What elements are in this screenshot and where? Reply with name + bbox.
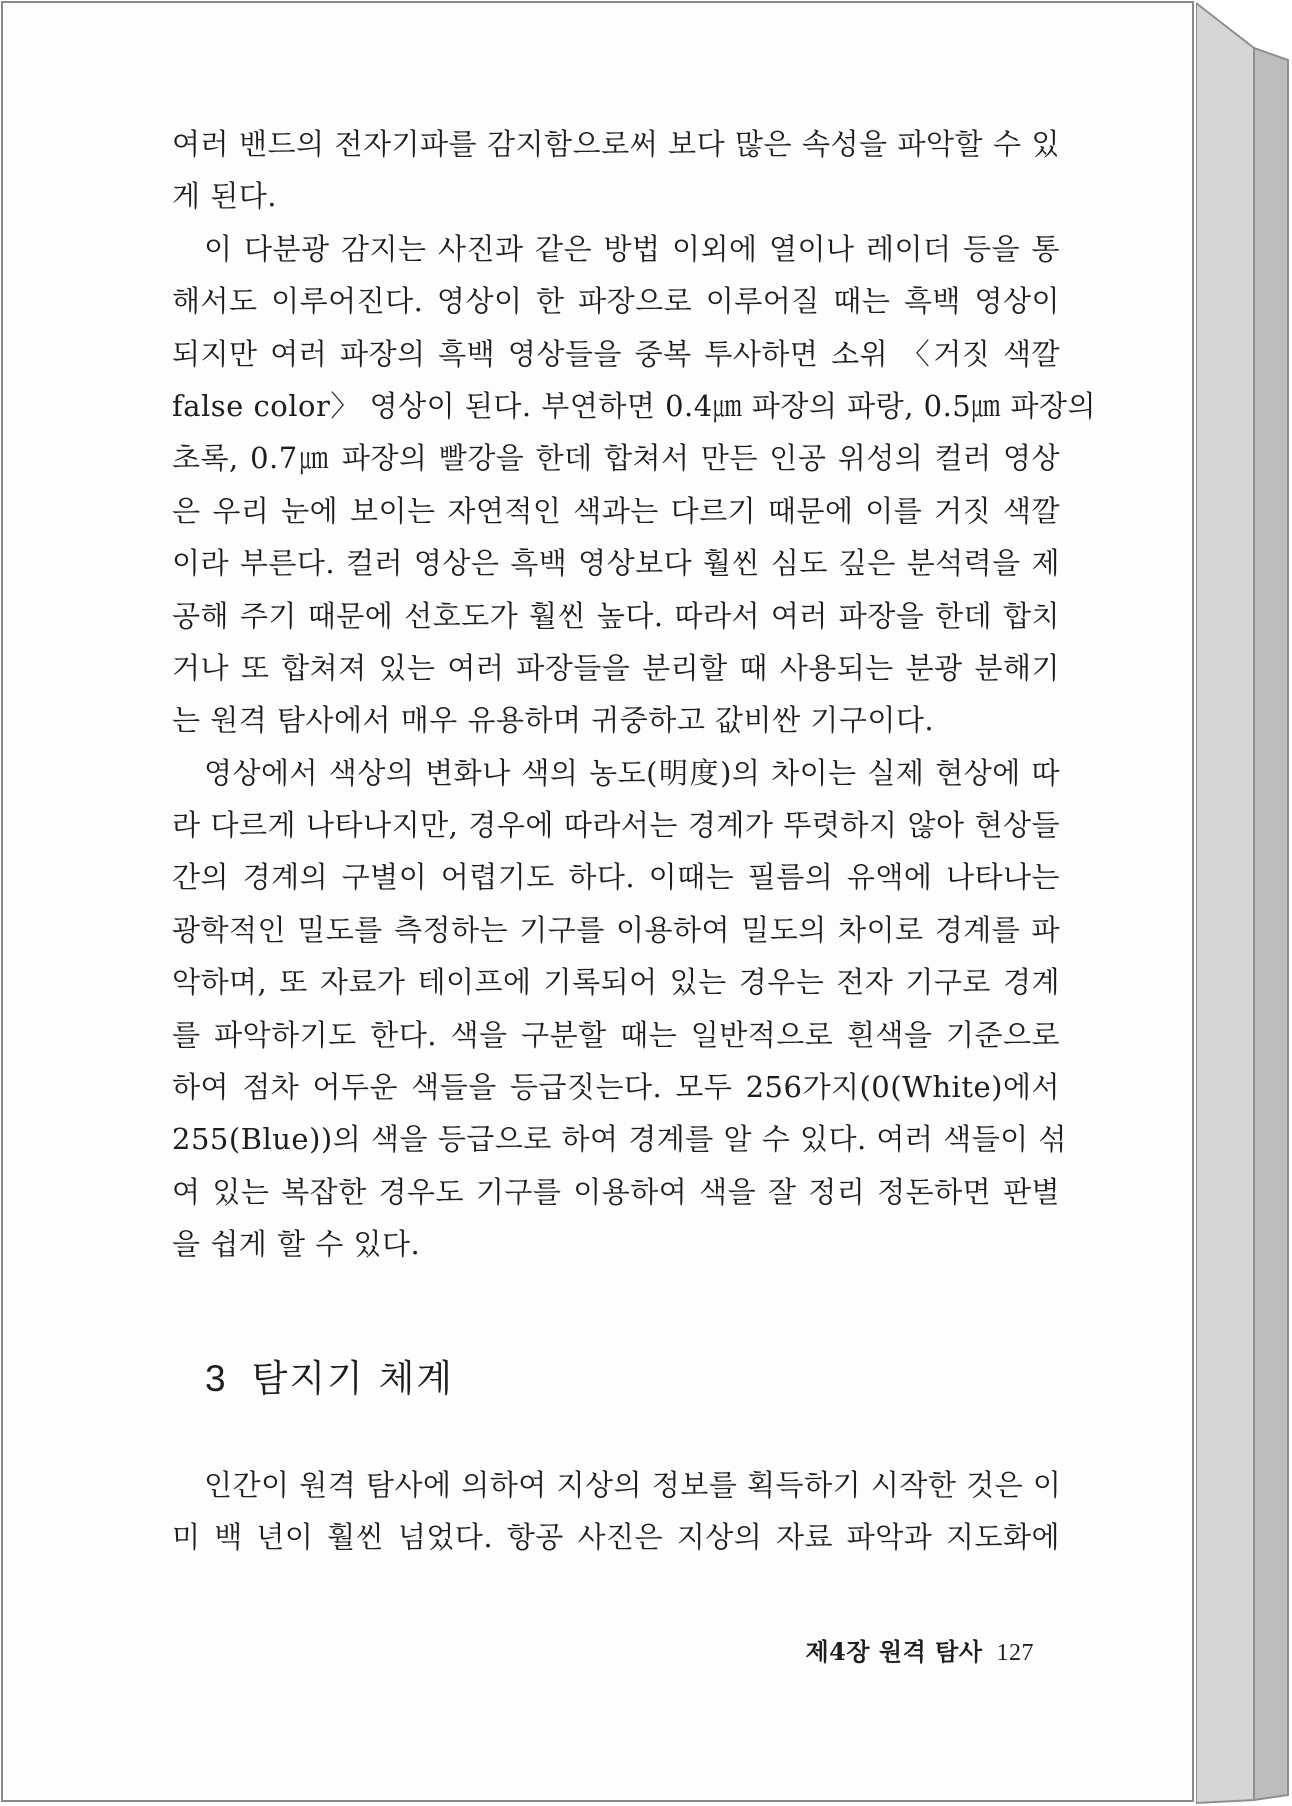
text-line: 공해 주기 때문에 선호도가 훨씬 높다. 따라서 여러 파장을 한데 합치	[172, 598, 1060, 633]
text-line: 라 다르게 나타나지만, 경우에 따라서는 경계가 뚜렷하지 않아 현상들	[172, 808, 1060, 843]
text-line: 255(Blue))의 색을 등급으로 하여 경계를 알 수 있다. 여러 색들이 섞	[172, 1122, 1067, 1157]
section-title: 탐지기 체계	[251, 1357, 455, 1400]
text-line: 악하며, 또 자료가 테이프에 기록되어 있는 경우는 전자 기구로 경계	[172, 965, 1060, 1000]
page-footer	[805, 1632, 1034, 1667]
text-line: 해서도 이루어진다. 영상이 한 파장으로 이루어질 때는 흑백 영상이	[172, 284, 1060, 319]
text-line: 거나 또 합쳐져 있는 여러 파장들을 분리할 때 사용되는 분광 분해기	[172, 650, 1060, 685]
text-line: 게 된다.	[172, 179, 277, 214]
text-line: 를 파악하기도 한다. 색을 구분할 때는 일반적으로 흰색을 기준으로	[172, 1017, 1060, 1052]
book-edge-3d	[1196, 0, 1290, 1806]
text-line: 은 우리 눈에 보이는 자연적인 색과는 다르기 때문에 이를 거짓 색깔	[172, 493, 1060, 528]
text-line: 이라 부른다. 컬러 영상은 흑백 영상보다 훨씬 심도 깊은 분석력을 제	[172, 546, 1060, 581]
text-line: false color〉 영상이 된다. 부연하면 0.4㎛ 파장의 파랑, 0.5㎛ 파장의	[172, 388, 1097, 423]
text-line: 영상에서 색상의 변화나 색의 농도(明度)의 차이는 실제 현상에 따	[204, 755, 1060, 790]
section-heading	[205, 1348, 454, 1402]
section-number: 3	[205, 1358, 228, 1399]
chapter-label: 제4장 원격 탐사	[805, 1637, 983, 1666]
text-line: 여 있는 복잡한 경우도 기구를 이용하여 색을 잘 정리 정돈하면 판별	[172, 1174, 1060, 1209]
text-line: 간의 경계의 구별이 어렵기도 하다. 이때는 필름의 유액에 나타나는	[172, 860, 1060, 895]
body-text	[172, 118, 1097, 1271]
page-number: 127	[996, 1640, 1034, 1666]
text-line: 되지만 여러 파장의 흑백 영상들을 중복 투사하면 소위 〈거짓 색깔	[172, 336, 1060, 371]
text-line: 이 다분광 감지는 사진과 같은 방법 이외에 열이나 레이더 등을 통	[204, 231, 1060, 266]
text-line: 하여 점차 어두운 색들을 등급짓는다. 모두 256가지(0(White)에서	[172, 1070, 1060, 1105]
text-line: 여러 밴드의 전자기파를 감지함으로써 보다 많은 속성을 파악할 수 있	[172, 127, 1060, 161]
text-line: 을 쉽게 할 수 있다.	[172, 1227, 421, 1262]
section-body-text	[172, 1459, 1060, 1564]
text-line: 초록, 0.7㎛ 파장의 빨강을 한데 합쳐서 만든 인공 위성의 컬러 영상	[172, 441, 1060, 476]
text-line: 광학적인 밀도를 측정하는 기구를 이용하여 밀도의 차이로 경계를 파	[172, 912, 1060, 947]
text-line: 미 백 년이 훨씬 넘었다. 항공 사진은 지상의 자료 파악과 지도화에	[172, 1520, 1060, 1555]
text-line: 인간이 원격 탐사에 의하여 지상의 정보를 획득하기 시작한 것은 이	[204, 1468, 1062, 1502]
text-line: 는 원격 탐사에서 매우 유용하며 귀중하고 값비싼 기구이다.	[172, 703, 935, 738]
